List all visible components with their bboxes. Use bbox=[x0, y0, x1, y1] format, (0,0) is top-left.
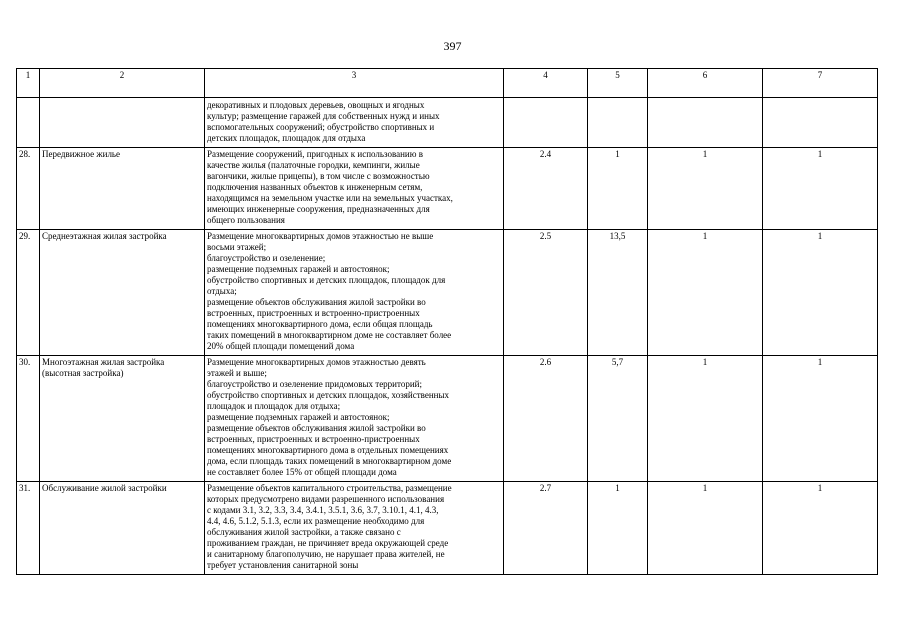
table-header-row bbox=[17, 69, 878, 98]
column-header: 2 bbox=[40, 69, 205, 98]
row-number: 31. bbox=[17, 482, 40, 575]
description-line: 4.4, 4.6, 5.1.2, 5.1.3, если их размещение необходимо для bbox=[207, 516, 425, 526]
description-line: декоративных и плодовых деревьев, овощных и ягодных bbox=[207, 100, 425, 110]
description-line: вагончики, жилые прицепы), в том числе с возможностью bbox=[207, 171, 430, 181]
description-line: помещениях многоквартирного дома, если общая площадь bbox=[207, 319, 433, 329]
row-col5: 1 bbox=[588, 148, 648, 230]
description-line: и санитарному благополучию, не нарушает права жителей, не bbox=[207, 549, 445, 559]
table-row bbox=[17, 230, 878, 356]
description-line: благоустройство и озеленение придомовых территорий; bbox=[207, 379, 422, 389]
row-col6: 1 bbox=[648, 148, 763, 230]
row-code bbox=[504, 98, 588, 148]
table-row bbox=[17, 482, 878, 575]
row-description bbox=[205, 230, 504, 356]
row-code: 2.5 bbox=[504, 230, 588, 356]
row-col7: 1 bbox=[763, 148, 878, 230]
row-col5 bbox=[588, 98, 648, 148]
column-header: 4 bbox=[504, 69, 588, 98]
row-name bbox=[40, 230, 205, 356]
row-col5: 1 bbox=[588, 482, 648, 575]
row-number: 30. bbox=[17, 356, 40, 482]
description-line: размещение объектов обслуживания жилой застройки во bbox=[207, 423, 426, 433]
row-col7: 1 bbox=[763, 356, 878, 482]
column-header: 5 bbox=[588, 69, 648, 98]
row-col6: 1 bbox=[648, 230, 763, 356]
name-line: Многоэтажная жилая застройка bbox=[42, 357, 165, 367]
page-number: 397 bbox=[443, 39, 462, 53]
row-code: 2.4 bbox=[504, 148, 588, 230]
description-line: 20% общей площади помещений дома bbox=[207, 341, 355, 351]
name-line: Обслуживание жилой застройки bbox=[42, 483, 167, 493]
description-line: этажей и выше; bbox=[207, 368, 267, 378]
row-code: 2.6 bbox=[504, 356, 588, 482]
description-line: Размещение сооружений, пригодных к использованию в bbox=[207, 149, 423, 159]
column-header: 6 bbox=[648, 69, 763, 98]
row-col6: 1 bbox=[648, 356, 763, 482]
description-line: площадок и площадок для отдыха; bbox=[207, 401, 341, 411]
column-header: 1 bbox=[17, 69, 40, 98]
row-col7: 1 bbox=[763, 482, 878, 575]
description-line: благоустройство и озеленение; bbox=[207, 253, 326, 263]
row-col6: 1 bbox=[648, 482, 763, 575]
row-name bbox=[40, 98, 205, 148]
description-line: Размещение многоквартирных домов этажностью девять bbox=[207, 357, 426, 367]
description-line: подключения названных объектов к инженерным сетям, bbox=[207, 182, 423, 192]
description-line: отдыха; bbox=[207, 286, 237, 296]
table-row bbox=[17, 98, 878, 148]
table-row bbox=[17, 356, 878, 482]
description-line: дома, если площадь таких помещений в многоквартирном доме bbox=[207, 456, 452, 466]
row-number: 29. bbox=[17, 230, 40, 356]
row-number bbox=[17, 98, 40, 148]
description-line: с кодами 3.1, 3.2, 3.3, 3.4, 3.4.1, 3.5.1, 3.6, 3.7, 3.10.1, 4.1, 4.3, bbox=[207, 505, 439, 515]
description-line: встроенных, пристроенных и встроенно-пристроенных bbox=[207, 434, 420, 444]
row-col6 bbox=[648, 98, 763, 148]
description-line: восьми этажей; bbox=[207, 242, 267, 252]
table-row bbox=[17, 148, 878, 230]
name-line: Среднеэтажная жилая застройка bbox=[42, 231, 167, 241]
description-line: размещение объектов обслуживания жилой застройки во bbox=[207, 297, 426, 307]
row-col7: 1 bbox=[763, 230, 878, 356]
row-name bbox=[40, 482, 205, 575]
column-header: 3 bbox=[205, 69, 504, 98]
description-line: культур; размещение гаражей для собственных нужд и иных bbox=[207, 111, 440, 121]
row-description bbox=[205, 148, 504, 230]
description-line: Размещение многоквартирных домов этажностью не выше bbox=[207, 231, 434, 241]
description-line: детских площадок, площадок для отдыха bbox=[207, 133, 366, 143]
name-line: Передвижное жилье bbox=[42, 149, 121, 159]
row-name bbox=[40, 356, 205, 482]
description-line: имеющих инженерные сооружения, предназначенных для bbox=[207, 204, 430, 214]
row-col5: 5,7 bbox=[588, 356, 648, 482]
description-line: обслуживания жилой застройки, а также связано с bbox=[207, 527, 401, 537]
description-line: обустройство спортивных и детских площадок, площадок для bbox=[207, 275, 446, 285]
description-line: обустройство спортивных и детских площадок, хозяйственных bbox=[207, 390, 450, 400]
name-line: (высотная застройка) bbox=[42, 368, 124, 378]
row-description bbox=[205, 356, 504, 482]
description-line: помещениях многоквартирного дома в отдельных помещениях bbox=[207, 445, 449, 455]
description-line: находящимся на земельном участке или на земельных участках, bbox=[207, 193, 453, 203]
description-line: общего пользования bbox=[207, 215, 285, 225]
description-line: Размещение объектов капитального строительства, размещение bbox=[207, 483, 452, 493]
row-name bbox=[40, 148, 205, 230]
row-code: 2.7 bbox=[504, 482, 588, 575]
row-col5: 13,5 bbox=[588, 230, 648, 356]
description-line: вспомогательных сооружений; обустройство спортивных и bbox=[207, 122, 435, 132]
column-header: 7 bbox=[763, 69, 878, 98]
row-number: 28. bbox=[17, 148, 40, 230]
description-line: качестве жилья (палаточные городки, кемпинги, жилые bbox=[207, 160, 420, 170]
row-description bbox=[205, 98, 504, 148]
description-line: проживанием граждан, не причиняет вреда окружающей среде bbox=[207, 538, 449, 548]
description-line: размещение подземных гаражей и автостоянок; bbox=[207, 412, 390, 422]
description-line: таких помещений в многоквартирном доме не составляет более bbox=[207, 330, 452, 340]
row-col7 bbox=[763, 98, 878, 148]
description-line: требует установления санитарной зоны bbox=[207, 560, 359, 570]
description-line: встроенных, пристроенных и встроенно-пристроенных bbox=[207, 308, 420, 318]
row-description bbox=[205, 482, 504, 575]
description-line: размещение подземных гаражей и автостоянок; bbox=[207, 264, 390, 274]
land-use-table bbox=[16, 68, 878, 575]
description-line: которых предусмотрено видами разрешенного использования bbox=[207, 494, 445, 504]
description-line: не составляет более 15% от общей площади дома bbox=[207, 467, 397, 477]
